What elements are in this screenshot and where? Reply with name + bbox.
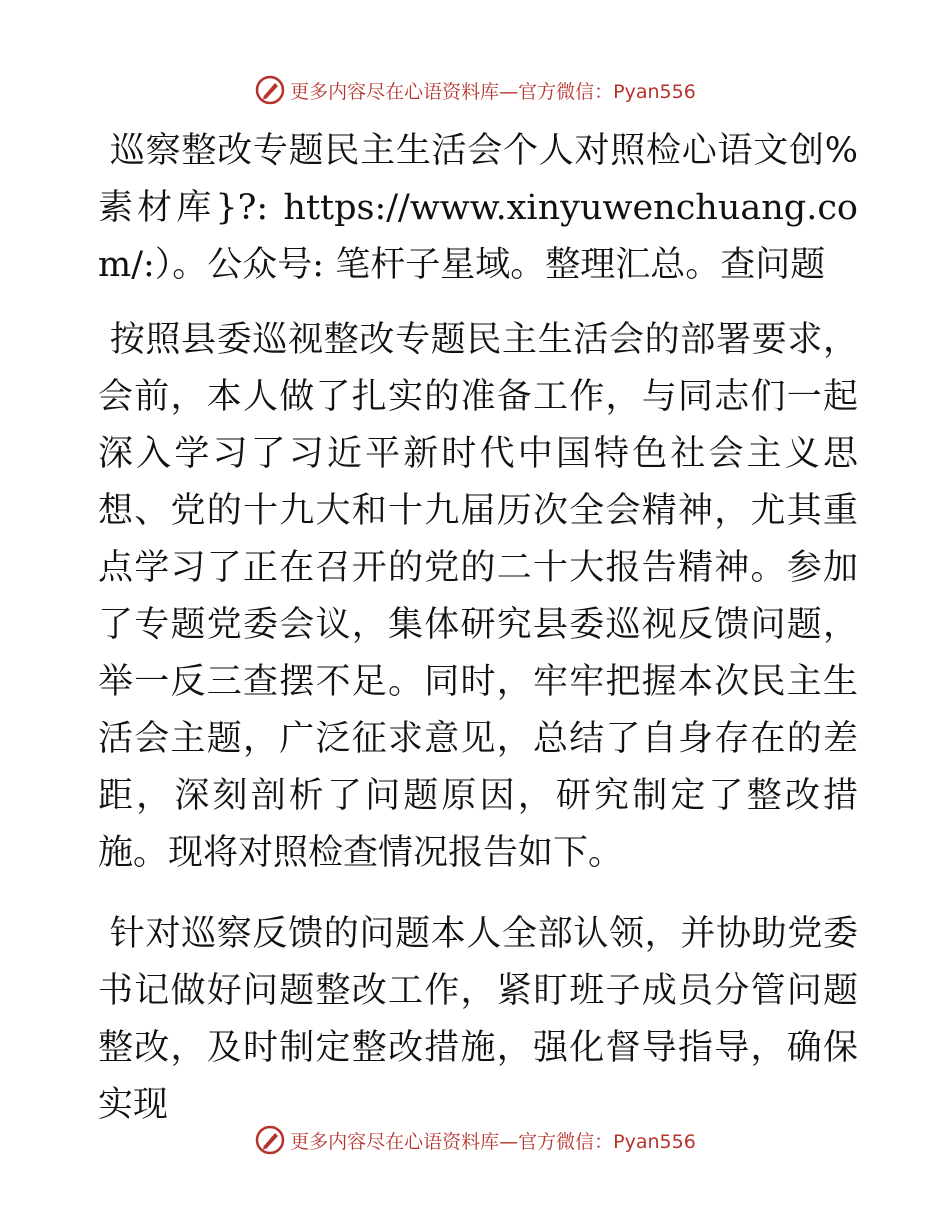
pen-logo-icon bbox=[254, 74, 286, 106]
body-paragraph: 针对巡察反馈的问题本人全部认领，并协助党委书记做好问题整改工作，紧盯班子成员分管问题整改，及时制定整改措施，强化督导指导，确保实现 bbox=[98, 914, 858, 1125]
document-body bbox=[98, 123, 858, 1134]
footer-watermark bbox=[0, 1122, 950, 1158]
intro-paragraph: 按照县委巡视整改专题民主生活会的部署要求，会前，本人做了扎实的准备工作，与同志们一起深入学习了习近平新时代中国特色社会主义思想、党的十九大和十九届历次全会精神，尤其重点学习了正在召开的党的二十大报告精神。参加了专题党委会议，集体研究县委巡视反馈问题，举一反三查摆不足。同时，牢牢把握本次民主生活会主题，广泛征求意见，总结了自身存在的差距，深刻剖析了问题原因，研究制定了整改措施。现将对照检查情况报告如下。 bbox=[98, 320, 858, 873]
watermark-text: 更多内容尽在心语资料库—官方微信：Pyan556 bbox=[290, 80, 696, 103]
pen-logo-icon bbox=[254, 1124, 286, 1156]
header-watermark bbox=[0, 72, 950, 108]
watermark-text: 更多内容尽在心语资料库—官方微信：Pyan556 bbox=[290, 1130, 696, 1153]
document-title-paragraph: 巡察整改专题民主生活会个人对照检心语文创%素材库}?: https://www.xinyuwenchuang.com/:）。公众号: 笔杆子星域。整理汇总。查问题 bbox=[98, 131, 858, 285]
